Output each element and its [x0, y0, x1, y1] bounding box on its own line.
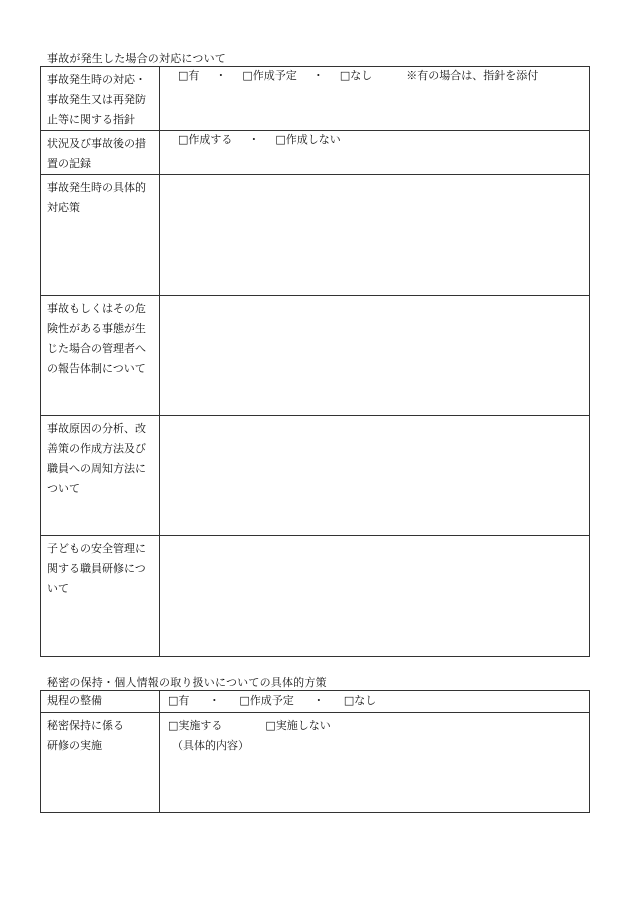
table-row	[41, 175, 590, 296]
row-label-regulations: 規程の整備	[41, 691, 160, 713]
training-implement-checkbox[interactable]: □実施する	[168, 719, 223, 732]
section1-title: 事故が発生した場合の対応について	[47, 52, 226, 65]
table-row	[41, 536, 590, 657]
reporting-system-field[interactable]	[160, 296, 590, 416]
option-none-checkbox[interactable]: □なし	[339, 69, 373, 82]
regulation-yes-checkbox[interactable]: □有	[168, 694, 190, 707]
table-row: 状況及び事故後の措置の記録 □作成する ・ □作成しない	[41, 131, 590, 175]
option-not-create-checkbox[interactable]: □作成しない	[275, 133, 341, 146]
option-yes-checkbox[interactable]: □有	[178, 69, 200, 82]
specific-measures-field[interactable]	[160, 175, 590, 296]
row-label-accident-guideline: 事故発生時の対応・事故発生又は再発防止等に関する指針	[41, 67, 160, 131]
row-label-safety-training: 子どもの安全管理に関する職員研修について	[41, 536, 160, 657]
training-not-implement-checkbox[interactable]: □実施しない	[265, 719, 331, 732]
row-label-reporting-system: 事故もしくはその危険性がある事態が生じた場合の管理者への報告体制について	[41, 296, 160, 416]
table-row	[41, 416, 590, 536]
guideline-note: ※有の場合は、指針を添付	[406, 69, 539, 82]
confidentiality-table	[40, 690, 590, 813]
row-label-training-line1: 秘密保持に係る	[47, 719, 124, 732]
regulation-none-checkbox[interactable]: □なし	[343, 694, 377, 707]
safety-training-field[interactable]	[160, 536, 590, 657]
section2-title: 秘密の保持・個人情報の取り扱いについての具体的方策	[47, 676, 327, 689]
row-label-accident-record: 状況及び事故後の措置の記録	[41, 131, 160, 175]
table-row	[41, 296, 590, 416]
table-row	[41, 713, 590, 813]
option-planned-checkbox[interactable]: □作成予定	[242, 69, 297, 82]
row-label-specific-measures: 事故発生時の具体的対応策	[41, 175, 160, 296]
training-content-field[interactable]	[160, 713, 590, 813]
row-label-cause-analysis: 事故原因の分析、改善策の作成方法及び職員への周知方法について	[41, 416, 160, 536]
accident-response-table	[40, 66, 590, 657]
row-label-training-line2: 研修の実施	[47, 739, 102, 752]
regulation-planned-checkbox[interactable]: □作成予定	[239, 694, 294, 707]
cause-analysis-field[interactable]	[160, 416, 590, 536]
table-row: 規程の整備 □有 ・ □作成予定 ・ □なし	[41, 691, 590, 713]
option-create-checkbox[interactable]: □作成する	[178, 133, 233, 146]
table-row: 事故発生時の対応・事故発生又は再発防止等に関する指針 □有 ・ □作成予定 ・ □なし ※有の場合は、指針を添付	[41, 67, 590, 131]
training-detail-label: （具体的内容）	[172, 739, 249, 752]
